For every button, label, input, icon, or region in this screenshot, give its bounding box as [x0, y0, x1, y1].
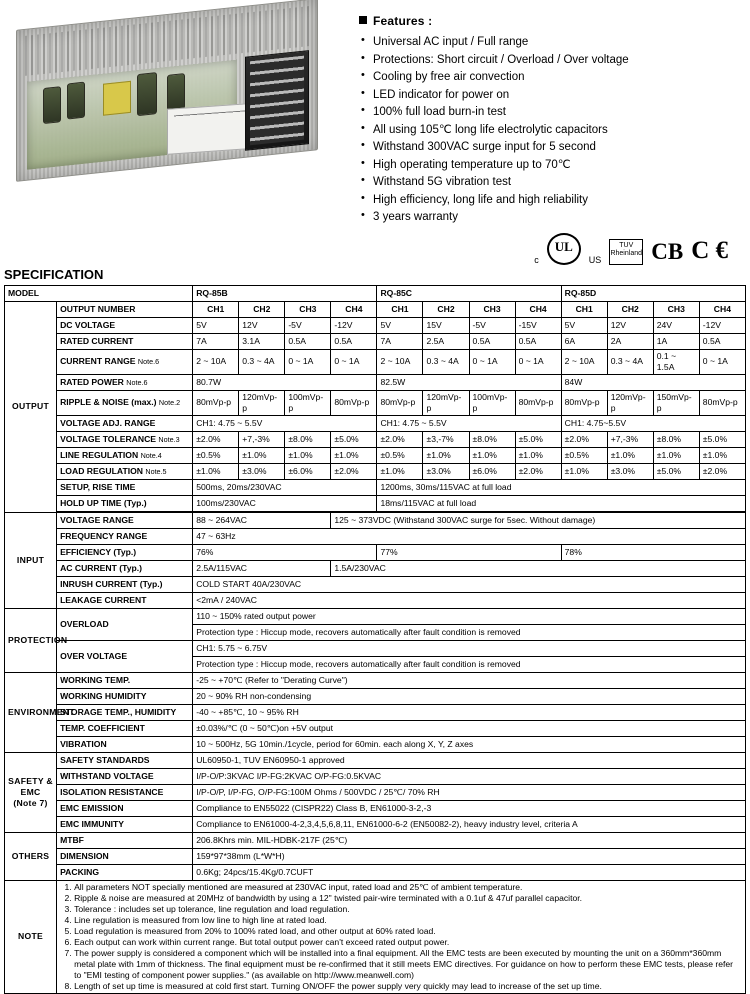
note-item: 2. Ripple & noise are measured at 20MHz of bandwidth by using a 12" twisted pair-wire terminated with a 0.1uf & 47uf parallel capacitor. — [74, 893, 742, 904]
table-row — [5, 832, 746, 848]
cell: ±2.0% — [561, 431, 607, 447]
table-row — [5, 317, 746, 333]
cell: COLD START 40A/230VAC — [193, 576, 746, 592]
product-photo — [10, 6, 330, 181]
row-label-current-range: CURRENT RANGE Note.6 — [57, 349, 193, 374]
table-row — [5, 528, 746, 544]
ul-icon — [547, 233, 581, 265]
row-label-packing: PACKING — [57, 864, 193, 880]
cell: 0.5A — [331, 333, 377, 349]
cell: 0.5A — [285, 333, 331, 349]
cell: -12V — [331, 317, 377, 333]
cell: 2 ~ 10A — [193, 349, 239, 374]
cell: CH4 — [331, 301, 377, 317]
cb-mark: CB — [651, 238, 684, 264]
row-label-rated-current: RATED CURRENT — [57, 333, 193, 349]
row-label-load-regulation: LOAD REGULATION Note.5 — [57, 463, 193, 479]
cell: ±1.0% — [699, 447, 745, 463]
table-row — [5, 720, 746, 736]
section-input: INPUT — [5, 512, 57, 608]
section-safety-emc: SAFETY & EMC (Note 7) — [5, 752, 57, 832]
row-label-output-number: OUTPUT NUMBER — [57, 301, 193, 317]
cell: ±8.0% — [285, 431, 331, 447]
cell: ±5.0% — [331, 431, 377, 447]
note-ref: Note.4 — [140, 450, 162, 460]
cell: 88 ~ 264VAC — [193, 512, 331, 528]
cell: ±1.0% — [469, 447, 515, 463]
feature-item: • Withstand 300VAC surge input for 5 second — [359, 139, 746, 157]
table-row — [5, 704, 746, 720]
cell: 3.1A — [239, 333, 285, 349]
table-row — [5, 784, 746, 800]
cell: ±2.0% — [331, 463, 377, 479]
row-label-mtbf: MTBF — [57, 832, 193, 848]
row-label-overload: OVERLOAD — [57, 608, 193, 640]
cell: 12V — [607, 317, 653, 333]
cell: Protection type : Hiccup mode, recovers automatically after fault condition is removed — [193, 656, 746, 672]
cell: ±0.5% — [377, 447, 423, 463]
cell: CH1: 4.75~5.5V — [561, 415, 745, 431]
cell: UL60950-1, TUV EN60950-1 approved — [193, 752, 746, 768]
feature-item: • High operating temperature up to 70℃ — [359, 157, 746, 175]
cell: 0 ~ 1A — [331, 349, 377, 374]
row-label-over-voltage: OVER VOLTAGE — [57, 640, 193, 672]
cell: CH1: 4.75 ~ 5.5V — [377, 415, 561, 431]
model-rq85b: RQ-85B — [193, 285, 377, 301]
cell: CH4 — [699, 301, 745, 317]
table-row — [5, 688, 746, 704]
note-item: 5. Load regulation is measured from 20% to 100% rated load, and other output at 60% rated load. — [74, 926, 742, 937]
cell: ±1.0% — [515, 447, 561, 463]
top-section — [0, 0, 750, 265]
cell: 0 ~ 1A — [285, 349, 331, 374]
cell: 100ms/230VAC — [193, 495, 377, 511]
table-row — [5, 592, 746, 608]
cell: 120mVp-p — [423, 390, 469, 415]
feature-item: • LED indicator for power on — [359, 87, 746, 105]
features-list — [359, 34, 746, 227]
cell: ±2.0% — [699, 463, 745, 479]
cell: 2 ~ 10A — [561, 349, 607, 374]
cell: -40 ~ +85℃, 10 ~ 95% RH — [193, 704, 746, 720]
row-label-voltage-tolerance: VOLTAGE TOLERANCE Note.3 — [57, 431, 193, 447]
cell: ±3,-7% — [423, 431, 469, 447]
table-row — [5, 374, 746, 390]
feature-item: • 3 years warranty — [359, 209, 746, 227]
row-label-inrush-current: INRUSH CURRENT (Typ.) — [57, 576, 193, 592]
cell: 0.5A — [515, 333, 561, 349]
cell: 84W — [561, 374, 745, 390]
cell: ±0.5% — [561, 447, 607, 463]
cell: 110 ~ 150% rated output power — [193, 608, 746, 624]
note-item: 4. Line regulation is measured from low line to high line at rated load. — [74, 915, 742, 926]
row-label-line-regulation: LINE REGULATION Note.4 — [57, 447, 193, 463]
cell: ±3.0% — [607, 463, 653, 479]
c-mark-label: c — [534, 254, 539, 265]
cell: 24V — [653, 317, 699, 333]
cell: 500ms, 20ms/230VAC — [193, 479, 377, 495]
cell: CH3 — [469, 301, 515, 317]
feature-item: • Protections: Short circuit / Overload / Over voltage — [359, 52, 746, 70]
cell: 15V — [423, 317, 469, 333]
cell: ±8.0% — [469, 431, 515, 447]
cell: 2.5A — [423, 333, 469, 349]
capacitor-icon — [137, 72, 157, 116]
cell: ±8.0% — [653, 431, 699, 447]
model-rq85c: RQ-85C — [377, 285, 561, 301]
feature-item: • Withstand 5G vibration test — [359, 174, 746, 192]
table-row — [5, 864, 746, 880]
cell: CH1 — [377, 301, 423, 317]
table-row — [5, 495, 746, 511]
cell: 80mVp-p — [699, 390, 745, 415]
cell: 1200ms, 30ms/115VAC at full load — [377, 479, 746, 495]
table-row — [5, 544, 746, 560]
cell: ±1.0% — [653, 447, 699, 463]
cell: ±0.03%/℃ (0 ~ 50℃)on +5V output — [193, 720, 746, 736]
table-row — [5, 415, 746, 431]
specification-table — [4, 285, 746, 994]
row-label-ac-current: AC CURRENT (Typ.) — [57, 560, 193, 576]
cell: ±1.0% — [239, 447, 285, 463]
cell: 6A — [561, 333, 607, 349]
cell: ±1.0% — [423, 447, 469, 463]
table-row — [5, 576, 746, 592]
cell: ±1.0% — [331, 447, 377, 463]
cell: 0.6Kg; 24pcs/15.4Kg/0.7CUFT — [193, 864, 746, 880]
cell: 150mVp-p — [653, 390, 699, 415]
table-row — [5, 608, 746, 624]
product-photo-wrap — [4, 6, 349, 265]
table-row — [5, 768, 746, 784]
cell: 80.7W — [193, 374, 377, 390]
table-row-note — [5, 880, 746, 993]
row-label-emc-immunity: EMC IMMUNITY — [57, 816, 193, 832]
table-row — [5, 640, 746, 656]
terminal-block — [245, 50, 309, 151]
cell: 10 ~ 500Hz, 5G 10min./1cycle, period for 60min. each along X, Y, Z axes — [193, 736, 746, 752]
table-row — [5, 512, 746, 528]
cell: 1.5A/230VAC — [331, 560, 746, 576]
cell: I/P-O/P:3KVAC I/P-FG:2KVAC O/P-FG:0.5KVAC — [193, 768, 746, 784]
section-environment: ENVIRONMENT — [5, 672, 57, 752]
ul-text: UL — [554, 238, 573, 254]
capacitor-icon — [67, 82, 85, 120]
row-label-withstand-voltage: WITHSTAND VOLTAGE — [57, 768, 193, 784]
feature-item: • Universal AC input / Full range — [359, 34, 746, 52]
table-row — [5, 333, 746, 349]
note-ref: Note.5 — [145, 466, 167, 476]
section-note: NOTE — [5, 880, 57, 993]
row-label-dc-voltage: DC VOLTAGE — [57, 317, 193, 333]
cell: +7,-3% — [607, 431, 653, 447]
table-row — [5, 390, 746, 415]
row-label-vibration: VIBRATION — [57, 736, 193, 752]
cell: ±2.0% — [515, 463, 561, 479]
section-others: OTHERS — [5, 832, 57, 880]
cell: -25 ~ +70℃ (Refer to "Derating Curve") — [193, 672, 746, 688]
cell: Compliance to EN55022 (CISPR22) Class B, EN61000-3-2,-3 — [193, 800, 746, 816]
table-row — [5, 479, 746, 495]
cell: 76% — [193, 544, 377, 560]
note-item: 1. All parameters NOT specially mentioned are measured at 230VAC input, rated load and 25℃ of ambient temperature. — [74, 882, 742, 893]
cell: -12V — [699, 317, 745, 333]
cell: 100mVp-p — [285, 390, 331, 415]
cell: <2mA / 240VAC — [193, 592, 746, 608]
row-label-safety-standards: SAFETY STANDARDS — [57, 752, 193, 768]
row-label-emc-emission: EMC EMISSION — [57, 800, 193, 816]
cell: 2.5A/115VAC — [193, 560, 331, 576]
cell: 0.3 ~ 4A — [239, 349, 285, 374]
power-supply-image — [16, 0, 318, 182]
cell: 5V — [377, 317, 423, 333]
cell: 125 ~ 373VDC (Withstand 300VAC surge for 5sec. Without damage) — [331, 512, 746, 528]
note-ref: Note.3 — [158, 434, 180, 444]
cell: 2A — [607, 333, 653, 349]
row-label-hold-up: HOLD UP TIME (Typ.) — [57, 495, 193, 511]
section-output: OUTPUT — [5, 301, 57, 512]
cell: CH2 — [607, 301, 653, 317]
feature-item: • High efficiency, long life and high reliability — [359, 192, 746, 210]
cell: 120mVp-p — [239, 390, 285, 415]
transformer-icon — [103, 81, 131, 116]
row-label-voltage-range: VOLTAGE RANGE — [57, 512, 193, 528]
cell: 0.5A — [469, 333, 515, 349]
cell: 5V — [193, 317, 239, 333]
notes-block — [57, 880, 746, 993]
cell: 100mVp-p — [469, 390, 515, 415]
cell: 0.1 ~ 1.5A — [653, 349, 699, 374]
cell: 7A — [193, 333, 239, 349]
cell: CH1: 4.75 ~ 5.5V — [193, 415, 377, 431]
table-row — [5, 848, 746, 864]
cell: 0 ~ 1A — [515, 349, 561, 374]
row-label-isolation-resistance: ISOLATION RESISTANCE — [57, 784, 193, 800]
cell: 77% — [377, 544, 561, 560]
cell: 159*97*38mm (L*W*H) — [193, 848, 746, 864]
cell: ±1.0% — [193, 463, 239, 479]
row-label-setup-rise: SETUP, RISE TIME — [57, 479, 193, 495]
notes-list — [60, 882, 742, 992]
cell: -15V — [515, 317, 561, 333]
cell: Protection type : Hiccup mode, recovers automatically after fault condition is removed — [193, 624, 746, 640]
features-title: Features : — [359, 14, 746, 28]
cell: 0 ~ 1A — [699, 349, 745, 374]
note-item: 8. Length of set up time is measured at cold first start. Turning ON/OFF the power supply very quickly may lead to increase of the set up time. — [74, 981, 742, 992]
cell: 80mVp-p — [193, 390, 239, 415]
row-label-efficiency: EFFICIENCY (Typ.) — [57, 544, 193, 560]
capacitor-icon — [167, 73, 185, 111]
cell: ±3.0% — [423, 463, 469, 479]
cell: 0 ~ 1A — [469, 349, 515, 374]
note-item: 3. Tolerance : includes set up tolerance, line regulation and load regulation. — [74, 904, 742, 915]
cell: 47 ~ 63Hz — [193, 528, 746, 544]
model-rq85d: RQ-85D — [561, 285, 745, 301]
row-label-frequency-range: FREQUENCY RANGE — [57, 528, 193, 544]
row-label-working-humidity: WORKING HUMIDITY — [57, 688, 193, 704]
bullet-square-icon — [359, 16, 367, 24]
row-label-voltage-adj: VOLTAGE ADJ. RANGE — [57, 415, 193, 431]
cell: 7A — [377, 333, 423, 349]
row-label-working-temp: WORKING TEMP. — [57, 672, 193, 688]
cell: 80mVp-p — [377, 390, 423, 415]
cell: 82.5W — [377, 374, 561, 390]
cell: ±2.0% — [193, 431, 239, 447]
cell: CH2 — [239, 301, 285, 317]
features-block — [349, 6, 746, 265]
feature-item: • 100% full load burn-in test — [359, 104, 746, 122]
note-ref: Note.6 — [137, 357, 160, 366]
table-row — [5, 816, 746, 832]
cell: 0.3 ~ 4A — [423, 349, 469, 374]
feature-item: • Cooling by free air convection — [359, 69, 746, 87]
cell: 18ms/115VAC at full load — [377, 495, 746, 511]
cell: ±0.5% — [193, 447, 239, 463]
cell: ±6.0% — [469, 463, 515, 479]
cell: CH4 — [515, 301, 561, 317]
cell: I/P-O/P, I/P-FG, O/P-FG:100M Ohms / 500VDC / 25℃/ 70% RH — [193, 784, 746, 800]
note-item: 7. The power supply is considered a component which will be installed into a final equipment. All the EMC tests are been executed by mounting the unit on a 360mm*360mm metal plate with 1mm of thickness. The final equipment must be re-confirmed that it still meets EMC directives. For guidance on how to perform these EMC tests, please refer to "EMI testing of component power supplies." (as available on http://www.meanwell.com) — [74, 948, 742, 981]
table-row-model — [5, 285, 746, 301]
tuv-icon: TUV Rheinland — [609, 239, 643, 265]
specification-heading: SPECIFICATION — [4, 266, 104, 282]
cell: 5V — [561, 317, 607, 333]
cell: 80mVp-p — [561, 390, 607, 415]
cell: 0.3 ~ 4A — [607, 349, 653, 374]
table-row — [5, 349, 746, 374]
row-label-rated-power: RATED POWER Note.6 — [57, 374, 193, 390]
cell: +7,-3% — [239, 431, 285, 447]
cell: ±1.0% — [377, 463, 423, 479]
cell: -5V — [285, 317, 331, 333]
table-row — [5, 560, 746, 576]
cell: 206.8Khrs min. MIL-HDBK-217F (25℃) — [193, 832, 746, 848]
table-row — [5, 447, 746, 463]
cell: 80mVp-p — [331, 390, 377, 415]
cell: ±1.0% — [561, 463, 607, 479]
cell: 0.5A — [699, 333, 745, 349]
cell: ±1.0% — [607, 447, 653, 463]
cell: 80mVp-p — [515, 390, 561, 415]
cell: ±5.0% — [699, 431, 745, 447]
cell: -5V — [469, 317, 515, 333]
note-ref: Note.2 — [158, 398, 181, 407]
cell: ±5.0% — [653, 463, 699, 479]
cell: 78% — [561, 544, 745, 560]
cell: 1A — [653, 333, 699, 349]
cell: ±1.0% — [285, 447, 331, 463]
cell: ±6.0% — [285, 463, 331, 479]
table-row — [5, 752, 746, 768]
ce-mark: C € — [691, 236, 728, 264]
note-item: 6. Each output can work within current range. But total output power can't exceed rated output power. — [74, 937, 742, 948]
cell: ±5.0% — [515, 431, 561, 447]
feature-item: • All using 105℃ long life electrolytic capacitors — [359, 122, 746, 140]
capacitor-icon — [43, 86, 61, 124]
row-label-dimension: DIMENSION — [57, 848, 193, 864]
cell: 20 ~ 90% RH non-condensing — [193, 688, 746, 704]
cell: CH3 — [285, 301, 331, 317]
us-mark-label: US — [588, 254, 602, 265]
table-row — [5, 736, 746, 752]
table-row — [5, 301, 746, 317]
table-row — [5, 431, 746, 447]
row-label-storage: STORAGE TEMP., HUMIDITY — [57, 704, 193, 720]
cell: CH2 — [423, 301, 469, 317]
row-label-ripple-noise: RIPPLE & NOISE (max.) Note.2 — [57, 390, 193, 415]
cell: ±2.0% — [377, 431, 423, 447]
cell: 120mVp-p — [607, 390, 653, 415]
cell: CH3 — [653, 301, 699, 317]
certification-marks — [359, 231, 746, 265]
cell: 12V — [239, 317, 285, 333]
cell: CH1 — [193, 301, 239, 317]
cell: CH1 — [561, 301, 607, 317]
cell: Compliance to EN61000-4-2,3,4,5,6,8,11, EN61000-6-2 (EN50082-2), heavy industry level, criteria A — [193, 816, 746, 832]
model-label: MODEL — [5, 285, 193, 301]
row-label-leakage-current: LEAKAGE CURRENT — [57, 592, 193, 608]
row-label-temp-coefficient: TEMP. COEFFICIENT — [57, 720, 193, 736]
cell: ±3.0% — [239, 463, 285, 479]
table-row — [5, 672, 746, 688]
cell: 2 ~ 10A — [377, 349, 423, 374]
note-ref: Note.6 — [126, 377, 148, 387]
table-row — [5, 800, 746, 816]
cell: CH1: 5.75 ~ 6.75V — [193, 640, 746, 656]
table-row — [5, 463, 746, 479]
section-protection: PROTECTION — [5, 608, 57, 672]
